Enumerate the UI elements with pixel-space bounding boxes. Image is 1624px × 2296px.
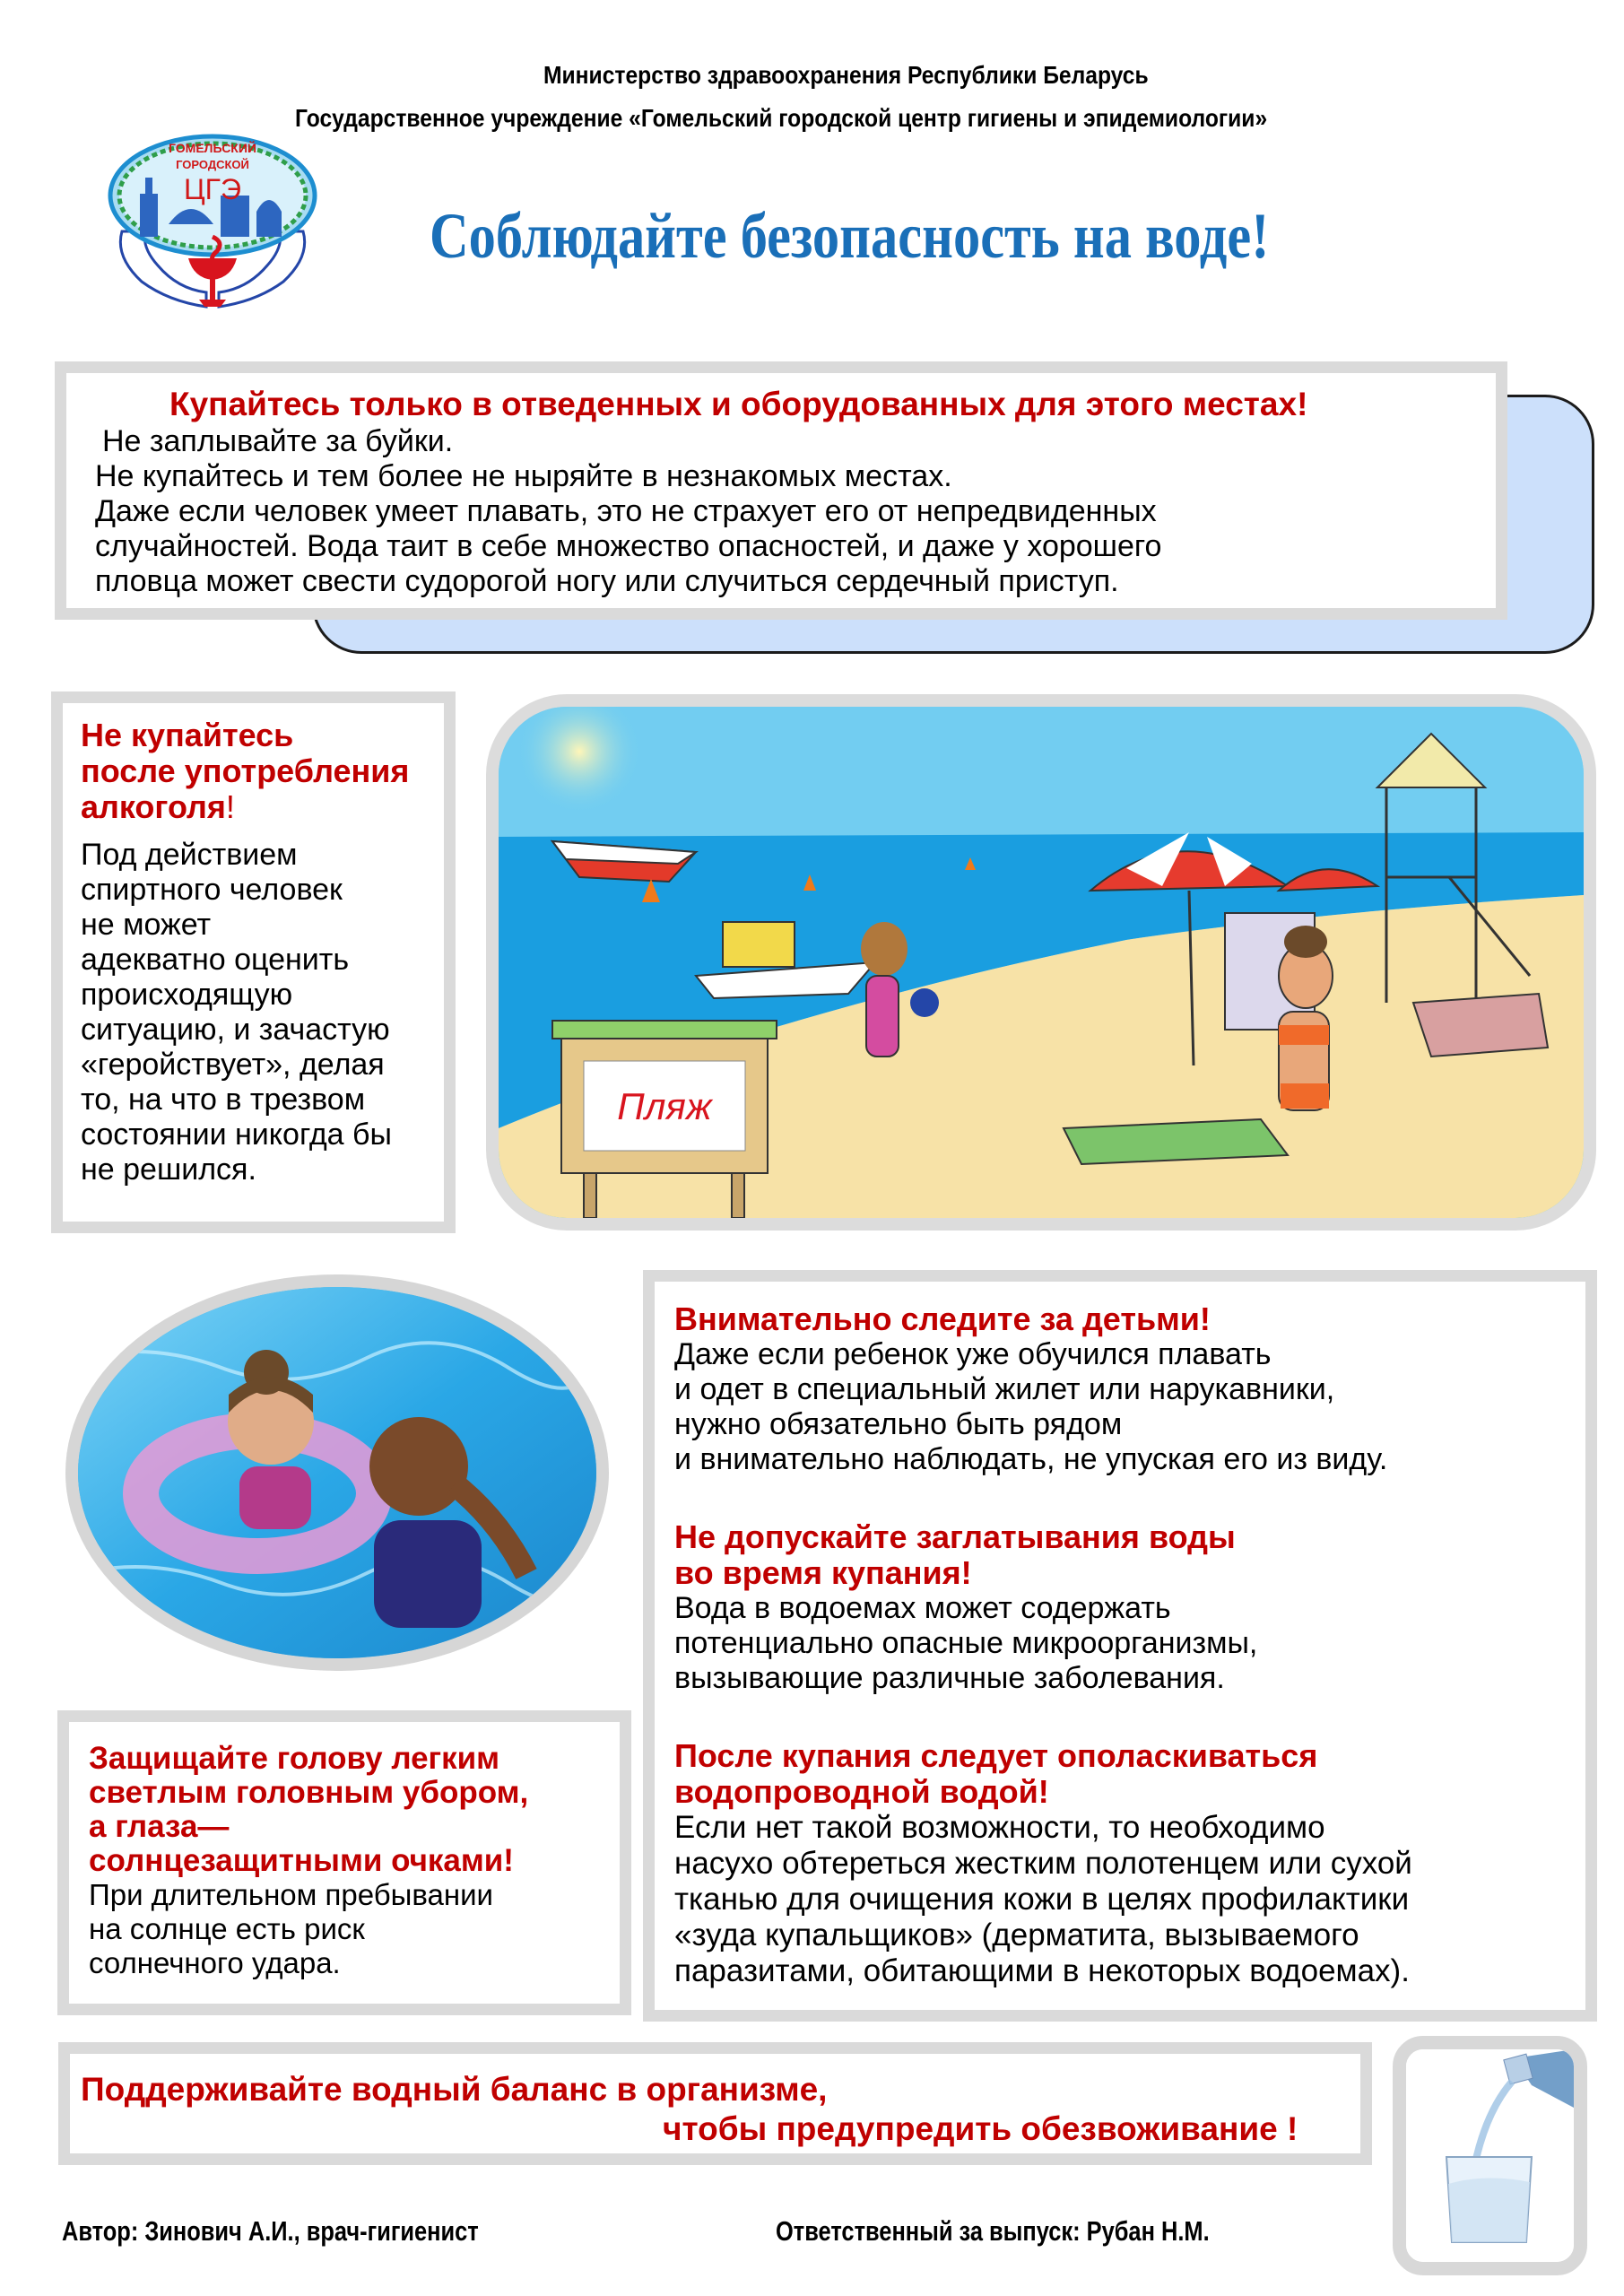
alcohol-heading-exclamation: ! (225, 788, 235, 825)
designated-places-line: случайностей. Вода таит в себе множество опасностей, и даже у хорошего (95, 529, 1162, 563)
sun-heading-line: светлым головным убором, (89, 1775, 529, 1810)
rinse-line: «зуда купальщиков» (дерматита, вызываемого (674, 1918, 1359, 1952)
responsible-credit: Ответственный за выпуск: Рубан Н.М. (776, 2215, 1210, 2247)
alcohol-body-line: то, на что в трезвом (81, 1083, 366, 1117)
alcohol-heading-line: после употребления (81, 752, 410, 789)
alcohol-body-line: происходящую (81, 978, 293, 1012)
alcohol-body-line: ситуацию, и зачастую (81, 1013, 390, 1047)
swallow-line: Вода в водоемах может содержать (674, 1591, 1171, 1625)
water-glass-icon (1406, 2049, 1574, 2262)
alcohol-body-line: Под действием (81, 838, 298, 872)
designated-places-line: пловца может свести судорогой ногу или случиться сердечный приступ. (95, 564, 1119, 598)
logo-line2: ГОРОДСКОЙ (176, 158, 249, 171)
water-safety-tips-box (643, 1270, 1597, 2022)
designated-places-box (55, 361, 1507, 620)
children-line: Даже если ребенок уже обучился плавать (674, 1337, 1272, 1371)
swallow-line: потенциально опасные микроорганизмы, (674, 1626, 1258, 1660)
author-credit: Автор: Зинович А.И., врач-гигиенист (62, 2215, 479, 2247)
alcohol-body-line: «геройствует», делая (81, 1048, 385, 1082)
sun-heading-line: а глаза— (89, 1809, 230, 1844)
children-line: и одет в специальный жилет или нарукавники, (674, 1372, 1335, 1406)
sun-line: на солнце есть риск (89, 1912, 365, 1945)
alcohol-warning-box (51, 691, 456, 1233)
alcohol-heading-line: Не купайтесь (81, 717, 294, 753)
alcohol-body-line: не может (81, 908, 212, 942)
rinse-line: паразитами, обитающими в некоторых водоемах). (674, 1953, 1410, 1988)
rinse-heading-line: водопроводной водой! (674, 1773, 1049, 1810)
sun-heading-line: солнцезащитными очками! (89, 1843, 514, 1878)
logo-line3: ЦГЭ (184, 173, 241, 205)
institution-name: Государственное учреждение «Гомельский городской центр гигиены и эпидемиологии» (295, 104, 1268, 132)
alcohol-body-line: не решился. (81, 1152, 256, 1187)
swallow-heading-line: Не допускайте заглатывания воды (674, 1518, 1236, 1555)
designated-places-line: Не заплывайте за буйки. (102, 424, 454, 458)
water-balance-line2: чтобы предупредить обезвоживание ! (663, 2110, 1298, 2147)
swallow-heading-line: во время купания! (674, 1554, 972, 1591)
water-glass-photo (1393, 2036, 1587, 2275)
beach-illustration (486, 694, 1596, 1231)
alcohol-body-line: адекватно оценить (81, 943, 350, 977)
alcohol-body-line: состоянии никогда бы (81, 1118, 392, 1152)
water-balance-line1: Поддерживайте водный баланс в организме, (81, 2071, 828, 2108)
designated-places-line: Не купайтесь и тем более не ныряйте в незнакомых местах. (95, 459, 952, 493)
sun-line: солнечного удара. (89, 1946, 341, 1979)
page-title: Соблюдайте безопасность на воде! (430, 200, 1270, 272)
rinse-line: насухо обтереться жестким полотенцем или сухой (674, 1846, 1412, 1881)
sun-line: При длительном пребывании (89, 1878, 493, 1911)
sun-heading-line: Защищайте голову легким (89, 1741, 500, 1776)
designated-places-line: Даже если человек умеет плавать, это не страхует его от непредвиденных (95, 494, 1157, 528)
logo-icon (106, 131, 319, 310)
pool-scene-icon (78, 1287, 596, 1658)
children-line: нужно обязательно быть рядом (674, 1407, 1123, 1441)
swallow-line: вызывающие различные заболевания. (674, 1661, 1225, 1695)
logo-line1: ГОМЕЛЬСКИЙ (169, 141, 256, 155)
alcohol-heading-line: алкоголя (81, 788, 226, 825)
alcohol-body-line: спиртного человек (81, 873, 343, 907)
children-heading: Внимательно следите за детьми! (674, 1300, 1211, 1337)
beach-scene-icon (499, 707, 1584, 1218)
children-line: и внимательно наблюдать, не упуская его из виду. (674, 1442, 1388, 1476)
water-balance-box (58, 2042, 1372, 2165)
sun-protection-box (57, 1710, 631, 2015)
rinse-heading-line: После купания следует ополаскиваться (674, 1737, 1318, 1774)
rinse-line: тканью для очищения кожи в целях профилактики (674, 1882, 1410, 1917)
logo (106, 131, 319, 310)
pool-photo (65, 1274, 609, 1671)
beach-sign-text: Пляж (617, 1085, 712, 1127)
rinse-line: Если нет такой возможности, то необходимо (674, 1810, 1325, 1845)
ministry-name: Министерство здравоохранения Республики Беларусь (543, 61, 1149, 89)
designated-places-heading: Купайтесь только в отведенных и оборудованных для этого местах! (169, 386, 1308, 422)
